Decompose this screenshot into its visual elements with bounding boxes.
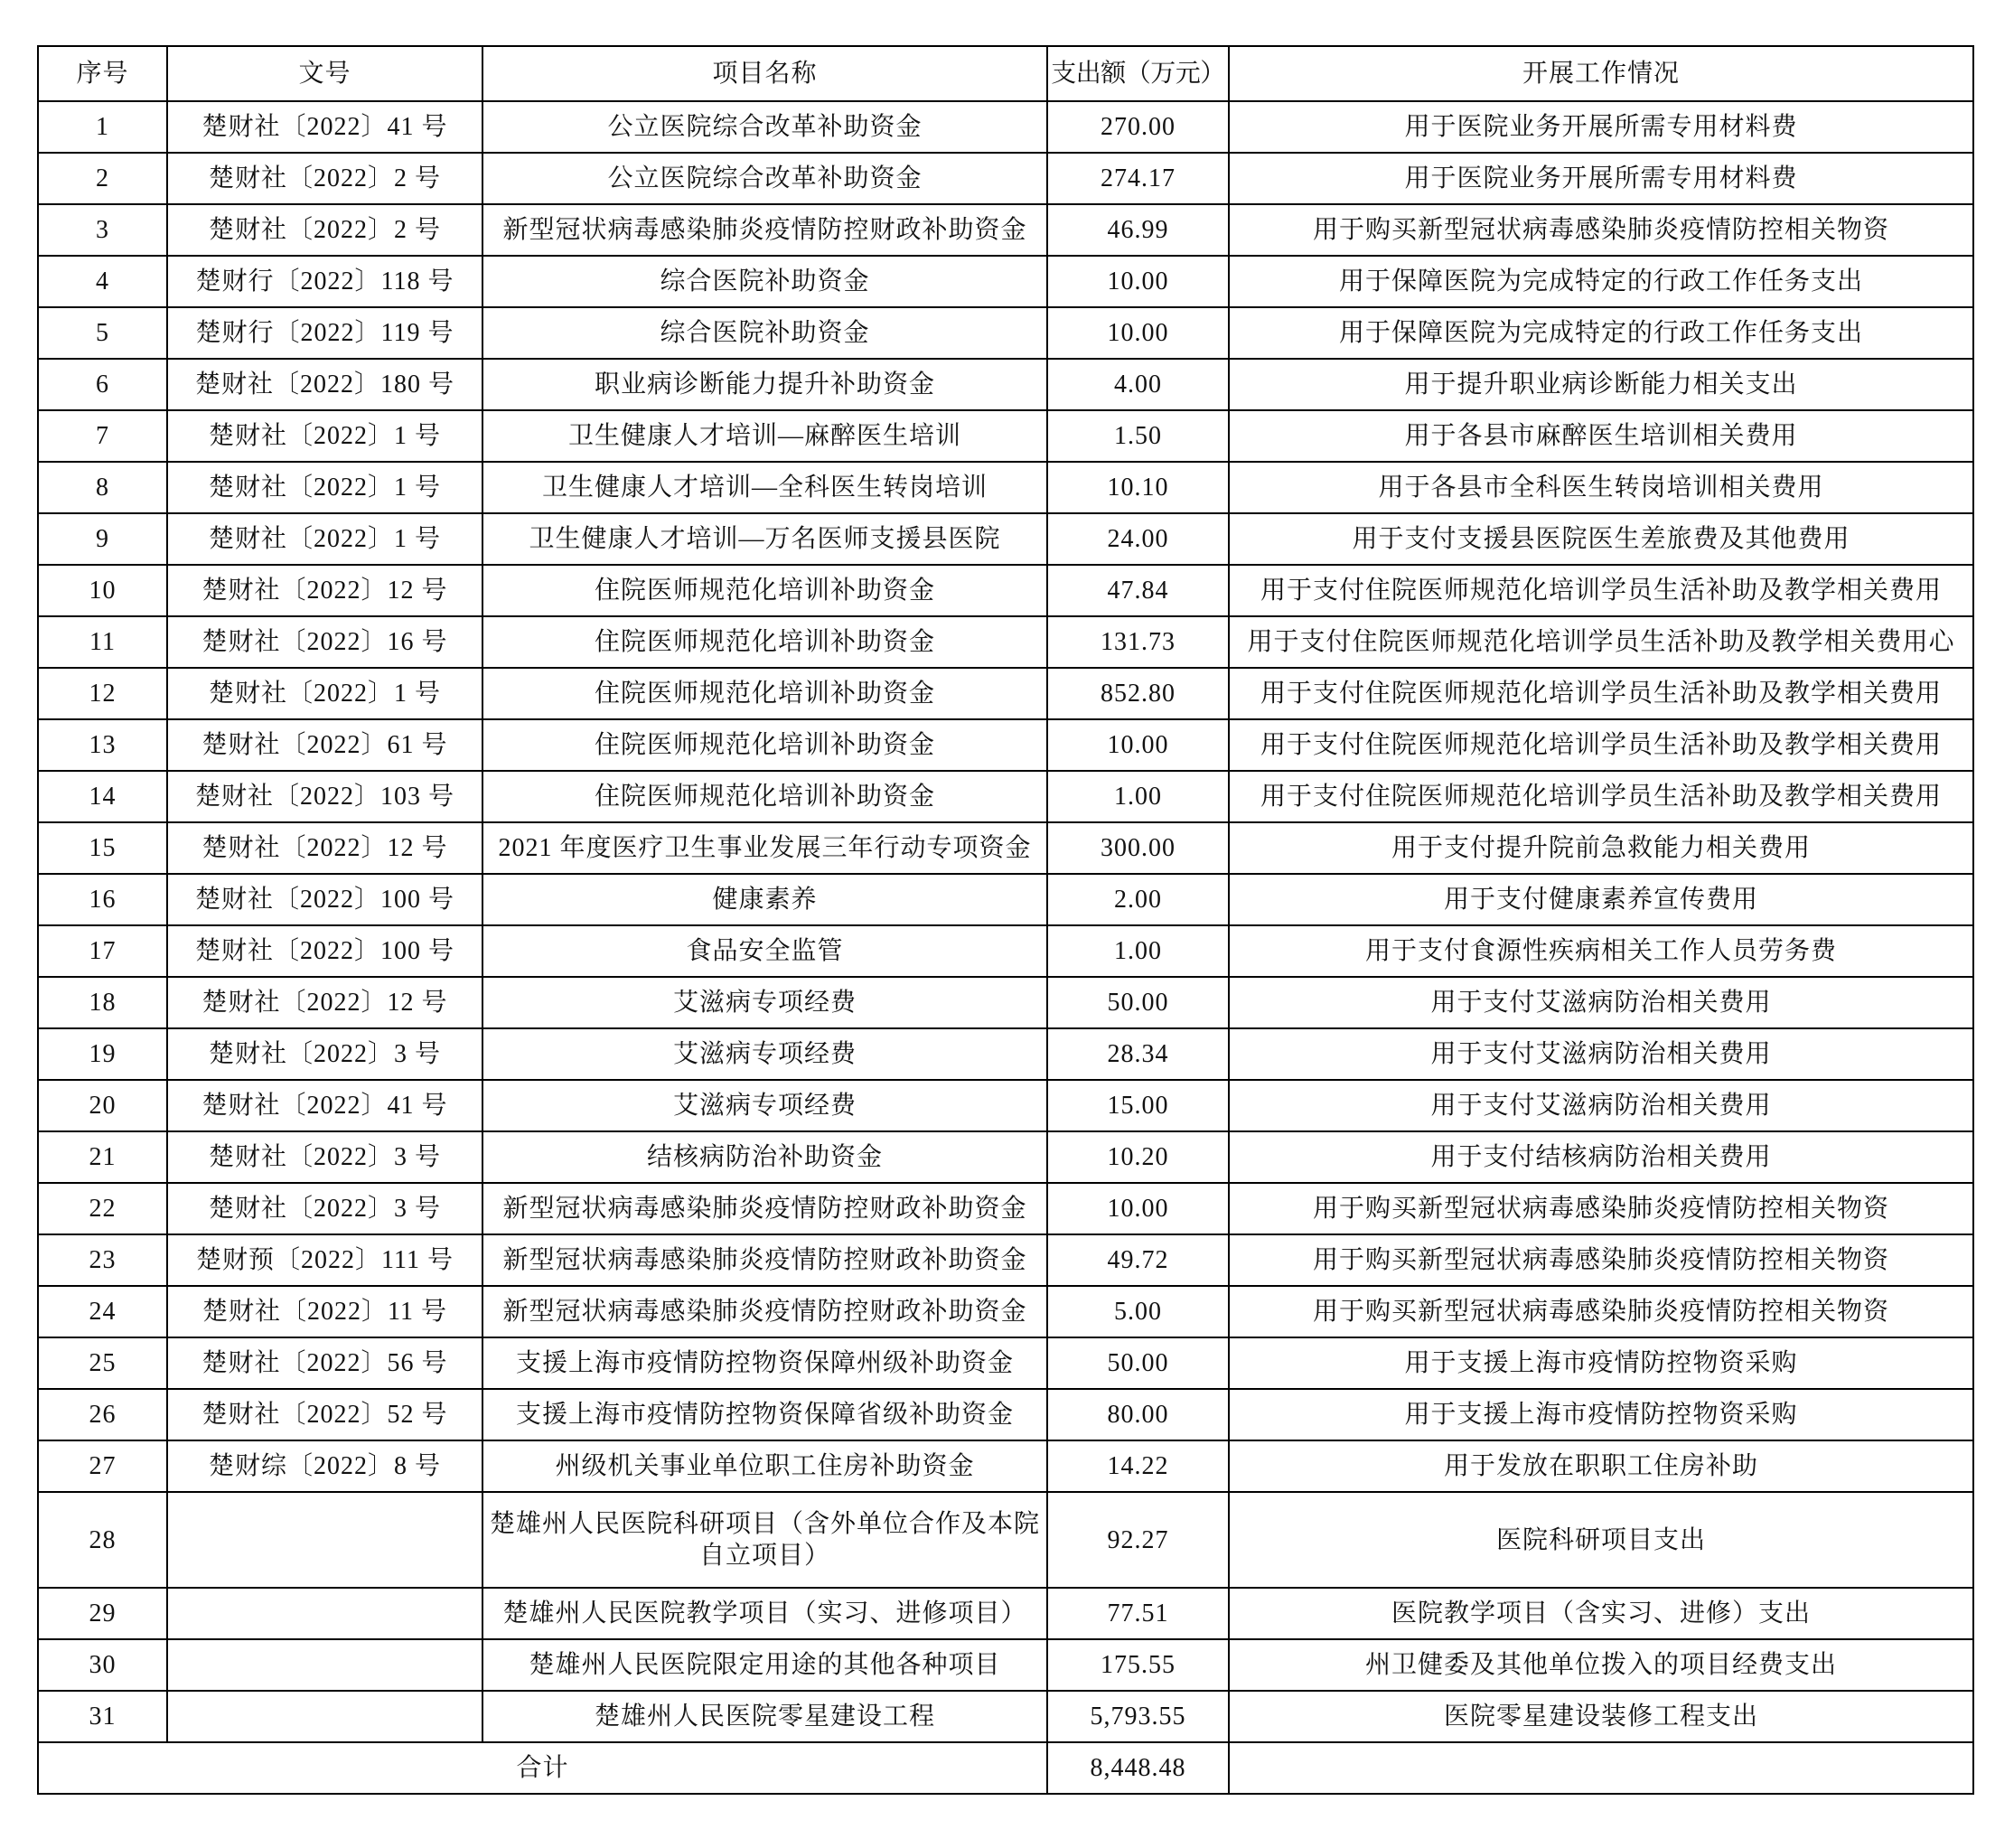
cell-seq: 1 [38,101,167,153]
table-row [38,616,1973,668]
cell-seq: 26 [38,1389,167,1440]
cell-work-status: 用于支援上海市疫情防控物资采购 [1229,1389,1973,1440]
cell-amount: 5.00 [1047,1286,1229,1337]
cell-project-name: 艾滋病专项经费 [482,977,1047,1028]
table-row [38,874,1973,925]
table-row [38,1234,1973,1286]
cell-doc-no: 楚财综〔2022〕8 号 [167,1440,482,1492]
cell-seq: 31 [38,1691,167,1742]
cell-project-name: 公立医院综合改革补助资金 [482,101,1047,153]
cell-doc-no: 楚财社〔2022〕1 号 [167,462,482,513]
total-label: 合计 [38,1742,1047,1794]
table-row [38,1492,1973,1588]
cell-work-status: 用于支付艾滋病防治相关费用 [1229,1028,1973,1080]
cell-work-status: 州卫健委及其他单位拨入的项目经费支出 [1229,1639,1973,1691]
cell-project-name: 综合医院补助资金 [482,307,1047,359]
table-row [38,565,1973,616]
cell-work-status: 用于支付支援县医院医生差旅费及其他费用 [1229,513,1973,565]
cell-amount: 852.80 [1047,668,1229,719]
cell-work-status: 用于购买新型冠状病毒感染肺炎疫情防控相关物资 [1229,1234,1973,1286]
cell-amount: 274.17 [1047,153,1229,204]
cell-doc-no: 楚财社〔2022〕16 号 [167,616,482,668]
cell-amount: 5,793.55 [1047,1691,1229,1742]
cell-project-name: 楚雄州人民医院科研项目（含外单位合作及本院自立项目） [482,1492,1047,1588]
cell-project-name: 结核病防治补助资金 [482,1131,1047,1183]
header-doc-no: 文号 [167,46,482,101]
cell-doc-no: 楚财社〔2022〕1 号 [167,668,482,719]
cell-seq: 14 [38,771,167,822]
cell-seq: 12 [38,668,167,719]
cell-project-name: 支援上海市疫情防控物资保障州级补助资金 [482,1337,1047,1389]
cell-amount: 77.51 [1047,1588,1229,1639]
cell-project-name: 住院医师规范化培训补助资金 [482,616,1047,668]
table-row [38,771,1973,822]
cell-work-status: 用于医院业务开展所需专用材料费 [1229,153,1973,204]
cell-doc-no: 楚财社〔2022〕61 号 [167,719,482,771]
cell-seq: 29 [38,1588,167,1639]
cell-work-status: 医院教学项目（含实习、进修）支出 [1229,1588,1973,1639]
table-row [38,410,1973,462]
cell-seq: 8 [38,462,167,513]
cell-project-name: 公立医院综合改革补助资金 [482,153,1047,204]
cell-project-name: 楚雄州人民医院限定用途的其他各种项目 [482,1639,1047,1691]
cell-seq: 15 [38,822,167,874]
cell-work-status: 用于保障医院为完成特定的行政工作任务支出 [1229,256,1973,307]
cell-project-name: 支援上海市疫情防控物资保障省级补助资金 [482,1389,1047,1440]
cell-amount: 46.99 [1047,204,1229,256]
cell-work-status: 用于支付住院医师规范化培训学员生活补助及教学相关费用心 [1229,616,1973,668]
cell-project-name: 楚雄州人民医院零星建设工程 [482,1691,1047,1742]
cell-seq: 19 [38,1028,167,1080]
cell-project-name: 住院医师规范化培训补助资金 [482,668,1047,719]
cell-doc-no: 楚财社〔2022〕41 号 [167,1080,482,1131]
table-row [38,1337,1973,1389]
cell-work-status: 用于各县市全科医生转岗培训相关费用 [1229,462,1973,513]
cell-amount: 28.34 [1047,1028,1229,1080]
cell-project-name: 新型冠状病毒感染肺炎疫情防控财政补助资金 [482,1183,1047,1234]
cell-work-status: 用于支付提升院前急救能力相关费用 [1229,822,1973,874]
cell-seq: 16 [38,874,167,925]
cell-work-status: 用于支付健康素养宣传费用 [1229,874,1973,925]
cell-project-name: 职业病诊断能力提升补助资金 [482,359,1047,410]
cell-doc-no: 楚财社〔2022〕1 号 [167,513,482,565]
header-project-name: 项目名称 [482,46,1047,101]
cell-project-name: 住院医师规范化培训补助资金 [482,565,1047,616]
cell-amount: 50.00 [1047,1337,1229,1389]
cell-work-status: 用于支付住院医师规范化培训学员生活补助及教学相关费用 [1229,565,1973,616]
expenditure-table [37,45,1974,1795]
table-row [38,1691,1973,1742]
cell-doc-no: 楚财社〔2022〕180 号 [167,359,482,410]
cell-amount: 92.27 [1047,1492,1229,1588]
cell-work-status: 用于各县市麻醉医生培训相关费用 [1229,410,1973,462]
cell-work-status: 用于发放在职职工住房补助 [1229,1440,1973,1492]
cell-doc-no [167,1588,482,1639]
cell-doc-no: 楚财社〔2022〕12 号 [167,977,482,1028]
cell-amount: 270.00 [1047,101,1229,153]
cell-doc-no: 楚财社〔2022〕100 号 [167,925,482,977]
cell-work-status: 用于支付食源性疾病相关工作人员劳务费 [1229,925,1973,977]
cell-amount: 80.00 [1047,1389,1229,1440]
cell-project-name: 住院医师规范化培训补助资金 [482,719,1047,771]
cell-seq: 9 [38,513,167,565]
cell-amount: 10.00 [1047,256,1229,307]
cell-doc-no: 楚财社〔2022〕12 号 [167,822,482,874]
header-row [38,46,1973,101]
cell-work-status: 用于提升职业病诊断能力相关支出 [1229,359,1973,410]
cell-doc-no: 楚财预〔2022〕111 号 [167,1234,482,1286]
cell-project-name: 新型冠状病毒感染肺炎疫情防控财政补助资金 [482,1286,1047,1337]
cell-seq: 23 [38,1234,167,1286]
cell-amount: 131.73 [1047,616,1229,668]
table-row [38,977,1973,1028]
table-row [38,1131,1973,1183]
cell-amount: 1.00 [1047,771,1229,822]
cell-work-status: 医院零星建设装修工程支出 [1229,1691,1973,1742]
cell-amount: 10.00 [1047,1183,1229,1234]
cell-project-name: 艾滋病专项经费 [482,1080,1047,1131]
total-empty-cell [1229,1742,1973,1794]
cell-doc-no: 楚财行〔2022〕119 号 [167,307,482,359]
cell-project-name: 卫生健康人才培训—全科医生转岗培训 [482,462,1047,513]
cell-doc-no: 楚财社〔2022〕103 号 [167,771,482,822]
cell-seq: 24 [38,1286,167,1337]
cell-doc-no: 楚财行〔2022〕118 号 [167,256,482,307]
cell-work-status: 用于支付住院医师规范化培训学员生活补助及教学相关费用 [1229,771,1973,822]
cell-seq: 17 [38,925,167,977]
cell-doc-no: 楚财社〔2022〕1 号 [167,410,482,462]
total-row [38,1742,1973,1794]
cell-seq: 7 [38,410,167,462]
cell-amount: 1.00 [1047,925,1229,977]
table-row [38,1588,1973,1639]
table-row [38,462,1973,513]
cell-work-status: 用于支付住院医师规范化培训学员生活补助及教学相关费用 [1229,719,1973,771]
cell-doc-no: 楚财社〔2022〕52 号 [167,1389,482,1440]
cell-doc-no: 楚财社〔2022〕3 号 [167,1183,482,1234]
cell-amount: 10.20 [1047,1131,1229,1183]
cell-doc-no: 楚财社〔2022〕41 号 [167,101,482,153]
cell-amount: 1.50 [1047,410,1229,462]
cell-project-name: 综合医院补助资金 [482,256,1047,307]
table-row [38,513,1973,565]
cell-work-status: 用于支付住院医师规范化培训学员生活补助及教学相关费用 [1229,668,1973,719]
table-row [38,719,1973,771]
cell-seq: 6 [38,359,167,410]
cell-work-status: 用于保障医院为完成特定的行政工作任务支出 [1229,307,1973,359]
header-work-status: 开展工作情况 [1229,46,1973,101]
cell-amount: 49.72 [1047,1234,1229,1286]
cell-doc-no [167,1492,482,1588]
cell-seq: 13 [38,719,167,771]
cell-doc-no: 楚财社〔2022〕56 号 [167,1337,482,1389]
table-row [38,101,1973,153]
cell-doc-no [167,1639,482,1691]
cell-seq: 22 [38,1183,167,1234]
header-seq: 序号 [38,46,167,101]
cell-work-status: 用于购买新型冠状病毒感染肺炎疫情防控相关物资 [1229,1183,1973,1234]
table-row [38,822,1973,874]
cell-amount: 4.00 [1047,359,1229,410]
cell-doc-no: 楚财社〔2022〕12 号 [167,565,482,616]
cell-project-name: 2021 年度医疗卫生事业发展三年行动专项资金 [482,822,1047,874]
cell-seq: 27 [38,1440,167,1492]
cell-work-status: 用于支付艾滋病防治相关费用 [1229,977,1973,1028]
table-row [38,925,1973,977]
cell-seq: 4 [38,256,167,307]
cell-work-status: 用于医院业务开展所需专用材料费 [1229,101,1973,153]
cell-work-status: 用于购买新型冠状病毒感染肺炎疫情防控相关物资 [1229,204,1973,256]
cell-project-name: 卫生健康人才培训—麻醉医生培训 [482,410,1047,462]
cell-amount: 50.00 [1047,977,1229,1028]
cell-work-status: 医院科研项目支出 [1229,1492,1973,1588]
cell-amount: 2.00 [1047,874,1229,925]
cell-seq: 25 [38,1337,167,1389]
cell-amount: 10.00 [1047,307,1229,359]
table-row [38,1286,1973,1337]
cell-amount: 300.00 [1047,822,1229,874]
cell-project-name: 新型冠状病毒感染肺炎疫情防控财政补助资金 [482,1234,1047,1286]
cell-amount: 10.00 [1047,719,1229,771]
table-row [38,1389,1973,1440]
cell-work-status: 用于支援上海市疫情防控物资采购 [1229,1337,1973,1389]
cell-work-status: 用于支付结核病防治相关费用 [1229,1131,1973,1183]
cell-seq: 30 [38,1639,167,1691]
cell-project-name: 住院医师规范化培训补助资金 [482,771,1047,822]
cell-project-name: 艾滋病专项经费 [482,1028,1047,1080]
table-row [38,153,1973,204]
cell-amount: 15.00 [1047,1080,1229,1131]
cell-seq: 28 [38,1492,167,1588]
table-row [38,1440,1973,1492]
cell-seq: 18 [38,977,167,1028]
cell-project-name: 食品安全监管 [482,925,1047,977]
cell-project-name: 卫生健康人才培训—万名医师支援县医院 [482,513,1047,565]
cell-seq: 5 [38,307,167,359]
table-row [38,307,1973,359]
cell-work-status: 用于购买新型冠状病毒感染肺炎疫情防控相关物资 [1229,1286,1973,1337]
cell-doc-no: 楚财社〔2022〕3 号 [167,1028,482,1080]
cell-seq: 10 [38,565,167,616]
cell-project-name: 楚雄州人民医院教学项目（实习、进修项目） [482,1588,1047,1639]
table-row [38,256,1973,307]
cell-amount: 175.55 [1047,1639,1229,1691]
cell-doc-no: 楚财社〔2022〕2 号 [167,153,482,204]
cell-amount: 10.10 [1047,462,1229,513]
table-row [38,1183,1973,1234]
header-amount: 支出额（万元） [1047,46,1229,101]
cell-doc-no [167,1691,482,1742]
cell-project-name: 新型冠状病毒感染肺炎疫情防控财政补助资金 [482,204,1047,256]
cell-doc-no: 楚财社〔2022〕2 号 [167,204,482,256]
cell-seq: 2 [38,153,167,204]
table-row [38,359,1973,410]
table-row [38,1080,1973,1131]
cell-amount: 14.22 [1047,1440,1229,1492]
table-row [38,668,1973,719]
table-row [38,1028,1973,1080]
cell-doc-no: 楚财社〔2022〕11 号 [167,1286,482,1337]
cell-seq: 21 [38,1131,167,1183]
cell-doc-no: 楚财社〔2022〕3 号 [167,1131,482,1183]
table-row [38,204,1973,256]
cell-work-status: 用于支付艾滋病防治相关费用 [1229,1080,1973,1131]
cell-seq: 11 [38,616,167,668]
cell-doc-no: 楚财社〔2022〕100 号 [167,874,482,925]
total-amount: 8,448.48 [1047,1742,1229,1794]
table-row [38,1639,1973,1691]
cell-seq: 20 [38,1080,167,1131]
cell-project-name: 健康素养 [482,874,1047,925]
cell-amount: 24.00 [1047,513,1229,565]
cell-seq: 3 [38,204,167,256]
cell-project-name: 州级机关事业单位职工住房补助资金 [482,1440,1047,1492]
cell-amount: 47.84 [1047,565,1229,616]
